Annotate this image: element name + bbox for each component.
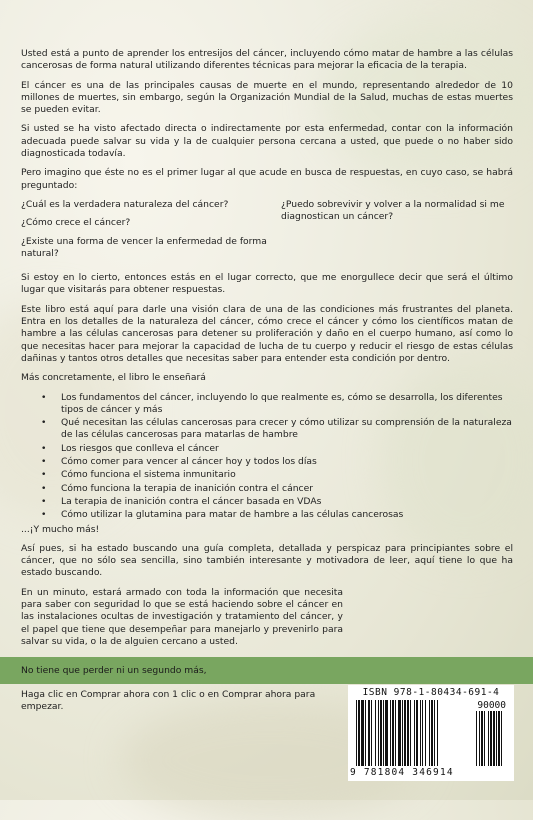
intro-paragraph: Usted está a punto de aprender los entresijos del cáncer, incluyendo cómo matar de hambre a las células cancerosas de forma natural utilizando diferentes técnicas para mejorar la eficacia de la terapia. xyxy=(21,48,513,72)
feature-item: • Cómo comer para vencer al cáncer hoy y todos los días xyxy=(41,456,513,468)
body-paragraph: Si estoy en lo cierto, entonces estás en el lugar correcto, que me enorgullece decir que será el último lugar que visitarás para obtener respuestas. xyxy=(21,272,513,296)
question-column-left xyxy=(21,199,275,266)
closing-paragraph: En un minuto, estará armado con toda la información que necesita para saber con seguridad lo que se está haciendo sobre el cáncer en las instalaciones ocultas de investigación y tratamiento del cáncer, y el papel que tiene que desempeñar para manejarlo y prevenirlo para salvar su vida, o la de alguien cercano a usted. xyxy=(21,586,343,647)
barcode-addon: 90000 xyxy=(477,700,506,711)
feature-item: • Cómo utilizar la glutamina para matar de hambre a las células cancerosas xyxy=(41,509,513,521)
feature-item: • Los riesgos que conlleva el cáncer xyxy=(41,443,513,455)
barcode-icon xyxy=(356,700,506,766)
ean-digits: 9 781804 346914 xyxy=(350,767,454,778)
call-to-action: Haga clic en Comprar ahora con 1 clic o en Comprar ahora para empezar. xyxy=(21,689,316,713)
question: ¿Cuál es la verdadera naturaleza del cáncer? xyxy=(21,198,229,210)
question: ¿Cómo crece el cáncer? xyxy=(21,217,131,229)
feature-item: • Los fundamentos del cáncer, incluyendo lo que realmente es, cómo se desarrolla, los diferentes tipos de cáncer y más xyxy=(41,392,513,417)
body-paragraph: Más concretamente, el libro le enseñará xyxy=(21,372,206,384)
body-paragraph: Este libro está aquí para darle una visión clara de una de las condiciones más frustrantes del planeta. Entra en los detalles de la naturaleza del cáncer, cómo crece el cáncer y cómo los científicos matan de hambre a las células cancerosas para detener su proliferación y daño en el cuerpo humano, así como lo que necesitas hacer para mejorar la capacidad de lucha de tu cuerpo y reducir el riesgo de estas células dañinas y tantos otros detalles que necesitas saber para entender esta condición por dentro. xyxy=(21,303,513,364)
band-text: No tiene que perder ni un segundo más, xyxy=(21,665,207,676)
question: ¿Puedo sobrevivir y volver a la normalidad si me diagnostican un cáncer? xyxy=(281,198,505,223)
isbn-number: ISBN 978-1-80434-691-4 xyxy=(362,687,500,698)
isbn-text xyxy=(353,687,509,698)
intro-paragraph: Si usted se ha visto afectado directa o indirectamente por esta enfermedad, contar con la información adecuada puede salvar su vida y la de cualquier persona cercana a usted, que puede o no haber sido diagnosticada todavía. xyxy=(21,123,513,160)
feature-item: • Qué necesitan las células cancerosas para crecer y cómo utilizar su comprensión de la naturaleza de las células cancerosas para matarlas de hambre xyxy=(41,417,513,442)
closing-paragraph: Así pues, si ha estado buscando una guía completa, detallada y perspicaz para principiantes sobre el cáncer, que no sólo sea sencilla, sino también interesante y motivadora de leer, aquí tiene lo que ha estado buscando. xyxy=(21,542,513,579)
question-grid xyxy=(21,199,513,266)
question: ¿Existe una forma de vencer la enfermedad de forma natural? xyxy=(21,235,267,259)
feature-item: • Cómo funciona el sistema inmunitario xyxy=(41,469,513,481)
back-cover-text xyxy=(21,48,513,655)
more-text: ...¡Y mucho más! xyxy=(21,523,100,535)
barcode-box xyxy=(348,685,514,781)
feature-item: • Cómo funciona la terapia de inanición contra el cáncer xyxy=(41,483,513,495)
feature-item: • La terapia de inanición contra el cáncer basada en VDAs xyxy=(41,496,513,508)
feature-list xyxy=(21,392,513,522)
intro-paragraph: Pero imagino que éste no es el primer lugar al que acude en busca de respuestas, en cuyo caso, se habrá preguntado: xyxy=(21,167,513,191)
intro-paragraph: El cáncer es una de las principales causas de muerte en el mundo, representando alrededor de 10 millones de muertes, sin embargo, según la Organización Mundial de la Salud, muchas de estas muertes se pueden evitar. xyxy=(21,79,513,116)
question-column-right xyxy=(281,199,519,266)
